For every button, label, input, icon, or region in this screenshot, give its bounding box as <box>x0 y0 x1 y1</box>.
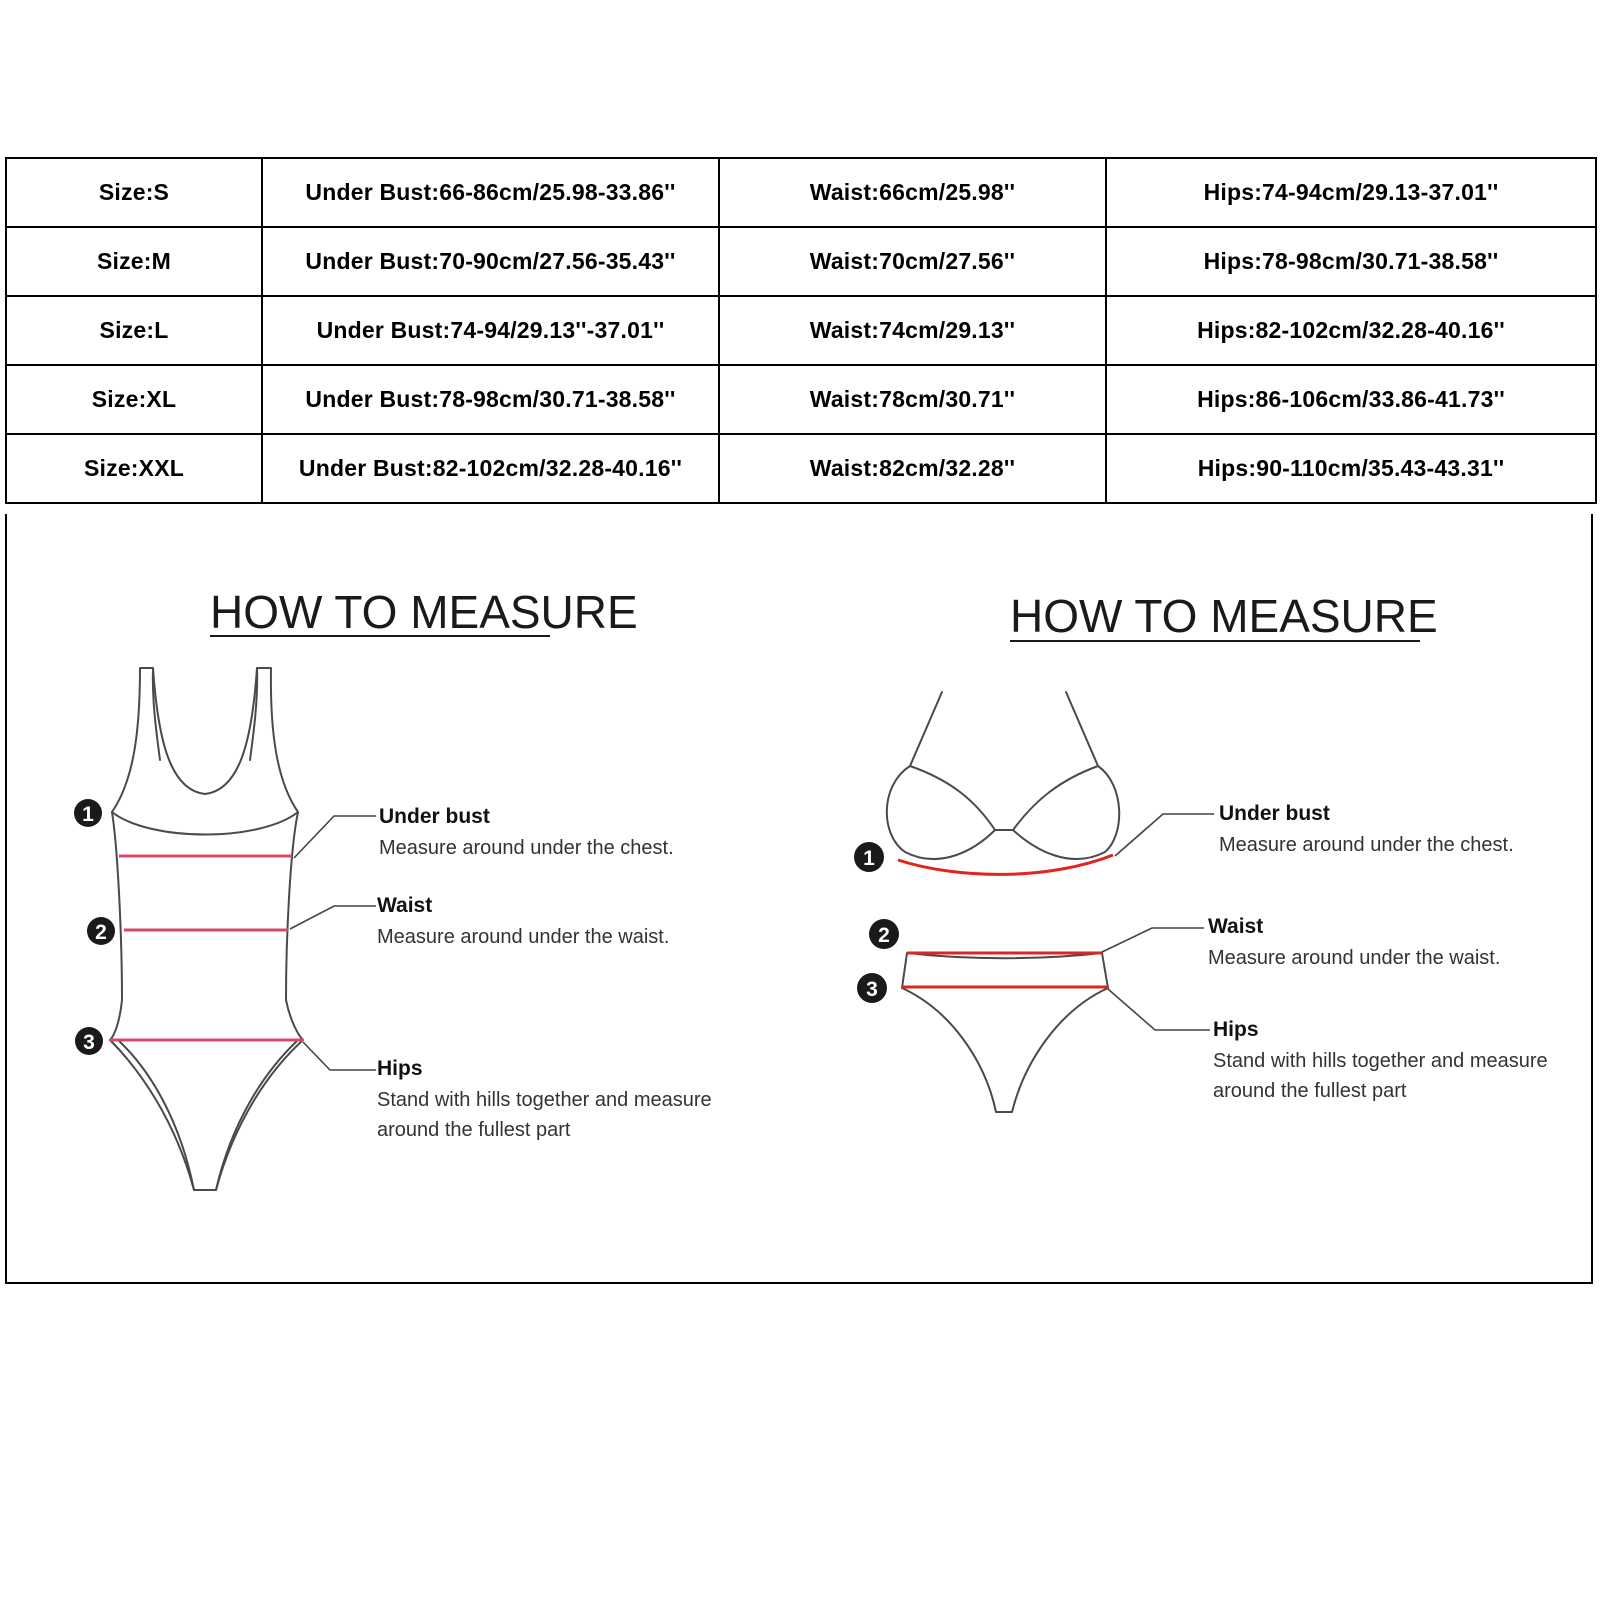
under-bust-cell: Under Bust:66-86cm/25.98-33.86'' <box>262 158 719 227</box>
onepiece-under-bust-leader <box>294 816 376 858</box>
onepiece-badge-1 <box>74 799 102 827</box>
hips-cell: Hips:74-94cm/29.13-37.01'' <box>1106 158 1596 227</box>
bikini-badge-2 <box>869 919 899 949</box>
bikini-under-bust-desc: Measure around under the chest. <box>1219 834 1514 856</box>
bikini-hips-desc-line1: Stand with hills together and measure <box>1213 1050 1548 1072</box>
hips-cell: Hips:82-102cm/32.28-40.16'' <box>1106 296 1596 365</box>
bikini-waist-leader <box>1102 928 1204 952</box>
under-bust-cell: Under Bust:70-90cm/27.56-35.43'' <box>262 227 719 296</box>
onepiece-badge-2 <box>87 917 115 945</box>
bikini-badge-3 <box>857 973 887 1003</box>
hips-cell: Hips:78-98cm/30.71-38.58'' <box>1106 227 1596 296</box>
svg-text:3: 3 <box>83 1031 95 1054</box>
onepiece-guide <box>74 586 712 1190</box>
svg-text:2: 2 <box>878 924 890 947</box>
onepiece-hips-desc-line1: Stand with hills together and measure <box>377 1089 712 1111</box>
bikini-bottom-outline <box>902 953 1108 1112</box>
svg-text:3: 3 <box>866 978 878 1001</box>
waist-cell: Waist:82cm/32.28'' <box>719 434 1106 503</box>
onepiece-guide-title: HOW TO MEASURE <box>210 586 638 638</box>
onepiece-waist-desc: Measure around under the waist. <box>377 926 670 948</box>
waist-cell: Waist:66cm/25.98'' <box>719 158 1106 227</box>
bikini-badge-1 <box>854 842 884 872</box>
onepiece-waist-heading: Waist <box>377 894 433 917</box>
bikini-waist-desc: Measure around under the waist. <box>1208 947 1501 969</box>
bikini-guide-title: HOW TO MEASURE <box>1010 590 1438 642</box>
waist-cell: Waist:78cm/30.71'' <box>719 365 1106 434</box>
bikini-hips-desc-line2: around the fullest part <box>1213 1080 1407 1102</box>
onepiece-badge-3 <box>75 1027 103 1055</box>
under-bust-cell: Under Bust:74-94/29.13''-37.01'' <box>262 296 719 365</box>
bikini-waist-heading: Waist <box>1208 915 1264 938</box>
onepiece-hips-desc-line2: around the fullest part <box>377 1119 571 1141</box>
onepiece-waist-leader <box>290 906 376 929</box>
onepiece-under-bust-heading: Under bust <box>379 805 490 828</box>
svg-text:1: 1 <box>863 847 875 870</box>
size-cell: Size:XXL <box>6 434 262 503</box>
under-bust-cell: Under Bust:78-98cm/30.71-38.58'' <box>262 365 719 434</box>
bikini-hips-heading: Hips <box>1213 1018 1259 1041</box>
hips-cell: Hips:86-106cm/33.86-41.73'' <box>1106 365 1596 434</box>
size-cell: Size:XL <box>6 365 262 434</box>
size-cell: Size:L <box>6 296 262 365</box>
svg-text:2: 2 <box>95 921 107 944</box>
bikini-top-outline <box>887 692 1119 859</box>
size-cell: Size:M <box>6 227 262 296</box>
bikini-hips-leader <box>1108 989 1210 1030</box>
waist-cell: Waist:70cm/27.56'' <box>719 227 1106 296</box>
bikini-guide <box>854 590 1548 1112</box>
size-cell: Size:S <box>6 158 262 227</box>
under-bust-cell: Under Bust:82-102cm/32.28-40.16'' <box>262 434 719 503</box>
onepiece-hips-heading: Hips <box>377 1057 423 1080</box>
hips-cell: Hips:90-110cm/35.43-43.31'' <box>1106 434 1596 503</box>
onepiece-under-bust-desc: Measure around under the chest. <box>379 837 674 859</box>
onepiece-hips-leader <box>303 1042 376 1070</box>
bikini-under-bust-heading: Under bust <box>1219 802 1330 825</box>
waist-cell: Waist:74cm/29.13'' <box>719 296 1106 365</box>
bikini-under-bust-leader <box>1115 814 1214 856</box>
svg-text:1: 1 <box>82 803 94 826</box>
